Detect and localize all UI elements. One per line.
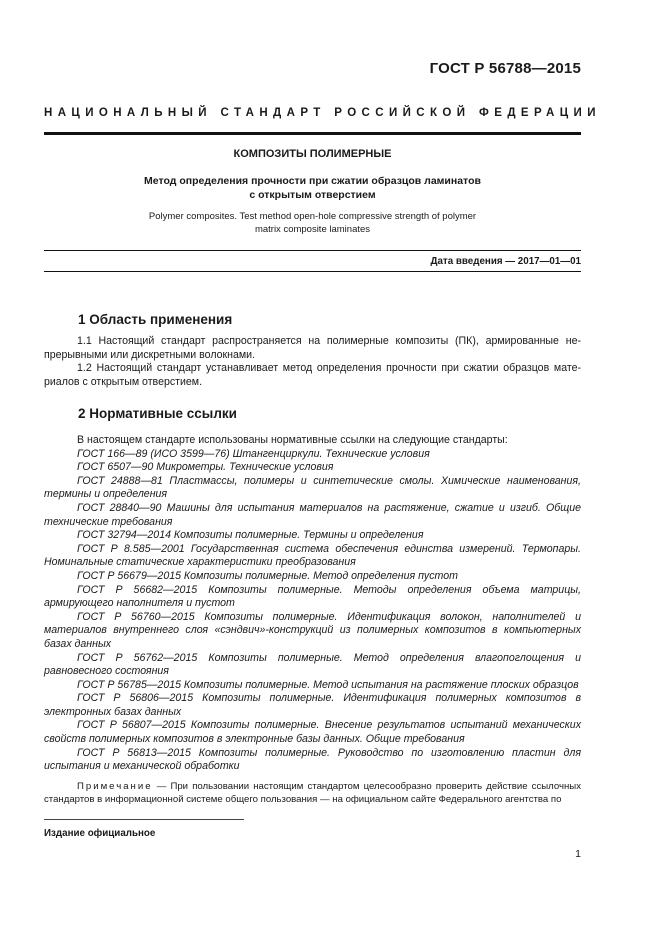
- reference-item: ГОСТ 24888—81 Пластмассы, полимеры и синтетические смолы. Химические наименования, термины и определения: [44, 474, 581, 501]
- reference-item: ГОСТ Р 56760—2015 Композиты полимерные. Идентификация волокон, наполнителей и материалов внутреннего слоя «сэндвич»-конструкций из полимерных композитов в компьютерных базах данных: [44, 610, 581, 650]
- title-rule: [44, 250, 581, 251]
- text-line: прерывными или дискретными волокнами.: [44, 348, 256, 361]
- english-title-line: matrix composite laminates: [254, 224, 371, 235]
- section-1-heading: 1 Область применения: [78, 312, 233, 327]
- text-line: 1.2 Настоящий стандарт устанавливает метод определения прочности при сжатии образцов мате-: [77, 362, 581, 374]
- normative-references: [44, 434, 581, 774]
- note-paragraph: [44, 780, 581, 806]
- text-line: 1.1 Настоящий стандарт распространяется на полимерные композиты (ПК), армированные не-: [77, 335, 581, 347]
- section-1-paragraph-2: [44, 362, 581, 389]
- text-line: риалов с открытым отверстием.: [44, 375, 203, 388]
- document-title: КОМПОЗИТЫ ПОЛИМЕРНЫЕ: [233, 148, 392, 160]
- reference-item: ГОСТ Р 56807—2015 Композиты полимерные. Внесение результатов испытаний механических свойств полимерных композитов в электронные базы данных. Общие требования: [44, 719, 581, 746]
- reference-item: ГОСТ Р 56813—2015 Композиты полимерные. Руководство по изготовлению пластин для испытания и механической обработки: [44, 746, 581, 773]
- header-rule: [44, 132, 581, 135]
- national-standard-banner: НАЦИОНАЛЬНЫЙ СТАНДАРТ РОССИЙСКОЙ ФЕДЕРАЦИИ: [44, 107, 601, 119]
- date-rule: [44, 271, 581, 272]
- note-text: — При пользовании настоящим стандартом целесообразно проверить действие ссылочных стандартов в информационной системе общего пользования — на официальном сайте Федерального агентства по: [44, 781, 581, 805]
- references-intro: В настоящем стандарте использованы нормативные ссылки на следующие стандарты:: [77, 434, 508, 446]
- reference-item: ГОСТ Р 56762—2015 Композиты полимерные. Метод определения влагопоглощения и равновесного состояния: [44, 651, 581, 678]
- standard-number: ГОСТ Р 56788—2015: [429, 60, 581, 77]
- subtitle-line: Метод определения прочности при сжатии образцов ламинатов: [144, 175, 481, 187]
- english-title: [44, 210, 581, 236]
- reference-item: ГОСТ Р 56785—2015 Композиты полимерные. Метод испытания на растяжение плоских образцов: [77, 678, 579, 691]
- reference-item: ГОСТ Р 56806—2015 Композиты полимерные. Идентификация полимерных композитов в электронных базах данных: [44, 692, 581, 718]
- reference-item: ГОСТ 166—89 (ИСО 3599—76) Штангенциркули. Технические условия: [77, 447, 430, 460]
- reference-item: ГОСТ 28840—90 Машины для испытания материалов на растяжение, сжатие и изгиб. Общие технические требования: [44, 501, 581, 528]
- reference-item: ГОСТ 32794—2014 Композиты полимерные. Термины и определения: [77, 529, 424, 542]
- english-title-line: Polymer composites. Test method open-hole compressive strength of polymer: [148, 211, 477, 222]
- note-label: Примечание: [77, 781, 153, 792]
- official-edition-label: Издание официальное: [44, 828, 156, 839]
- introduction-date: Дата введения — 2017—01—01: [430, 256, 581, 267]
- page-number: 1: [575, 848, 581, 860]
- section-1-paragraph-1: [44, 335, 581, 362]
- reference-item: ГОСТ Р 8.585—2001 Государственная система обеспечения единства измерений. Термопары. Номинальные статические характеристики преобразования: [44, 542, 581, 569]
- document-subtitle: [44, 174, 581, 202]
- footer-rule: [44, 819, 244, 820]
- reference-item: ГОСТ 6507—90 Микрометры. Технические условия: [77, 461, 334, 474]
- reference-item: ГОСТ Р 56679—2015 Композиты полимерные. Метод определения пустот: [77, 569, 458, 582]
- section-2-heading: 2 Нормативные ссылки: [78, 406, 237, 421]
- reference-item: ГОСТ Р 56682—2015 Композиты полимерные. Методы определения объема матрицы, армирующего наполнителя и пустот: [44, 583, 581, 610]
- subtitle-line: с открытым отверстием: [249, 189, 376, 201]
